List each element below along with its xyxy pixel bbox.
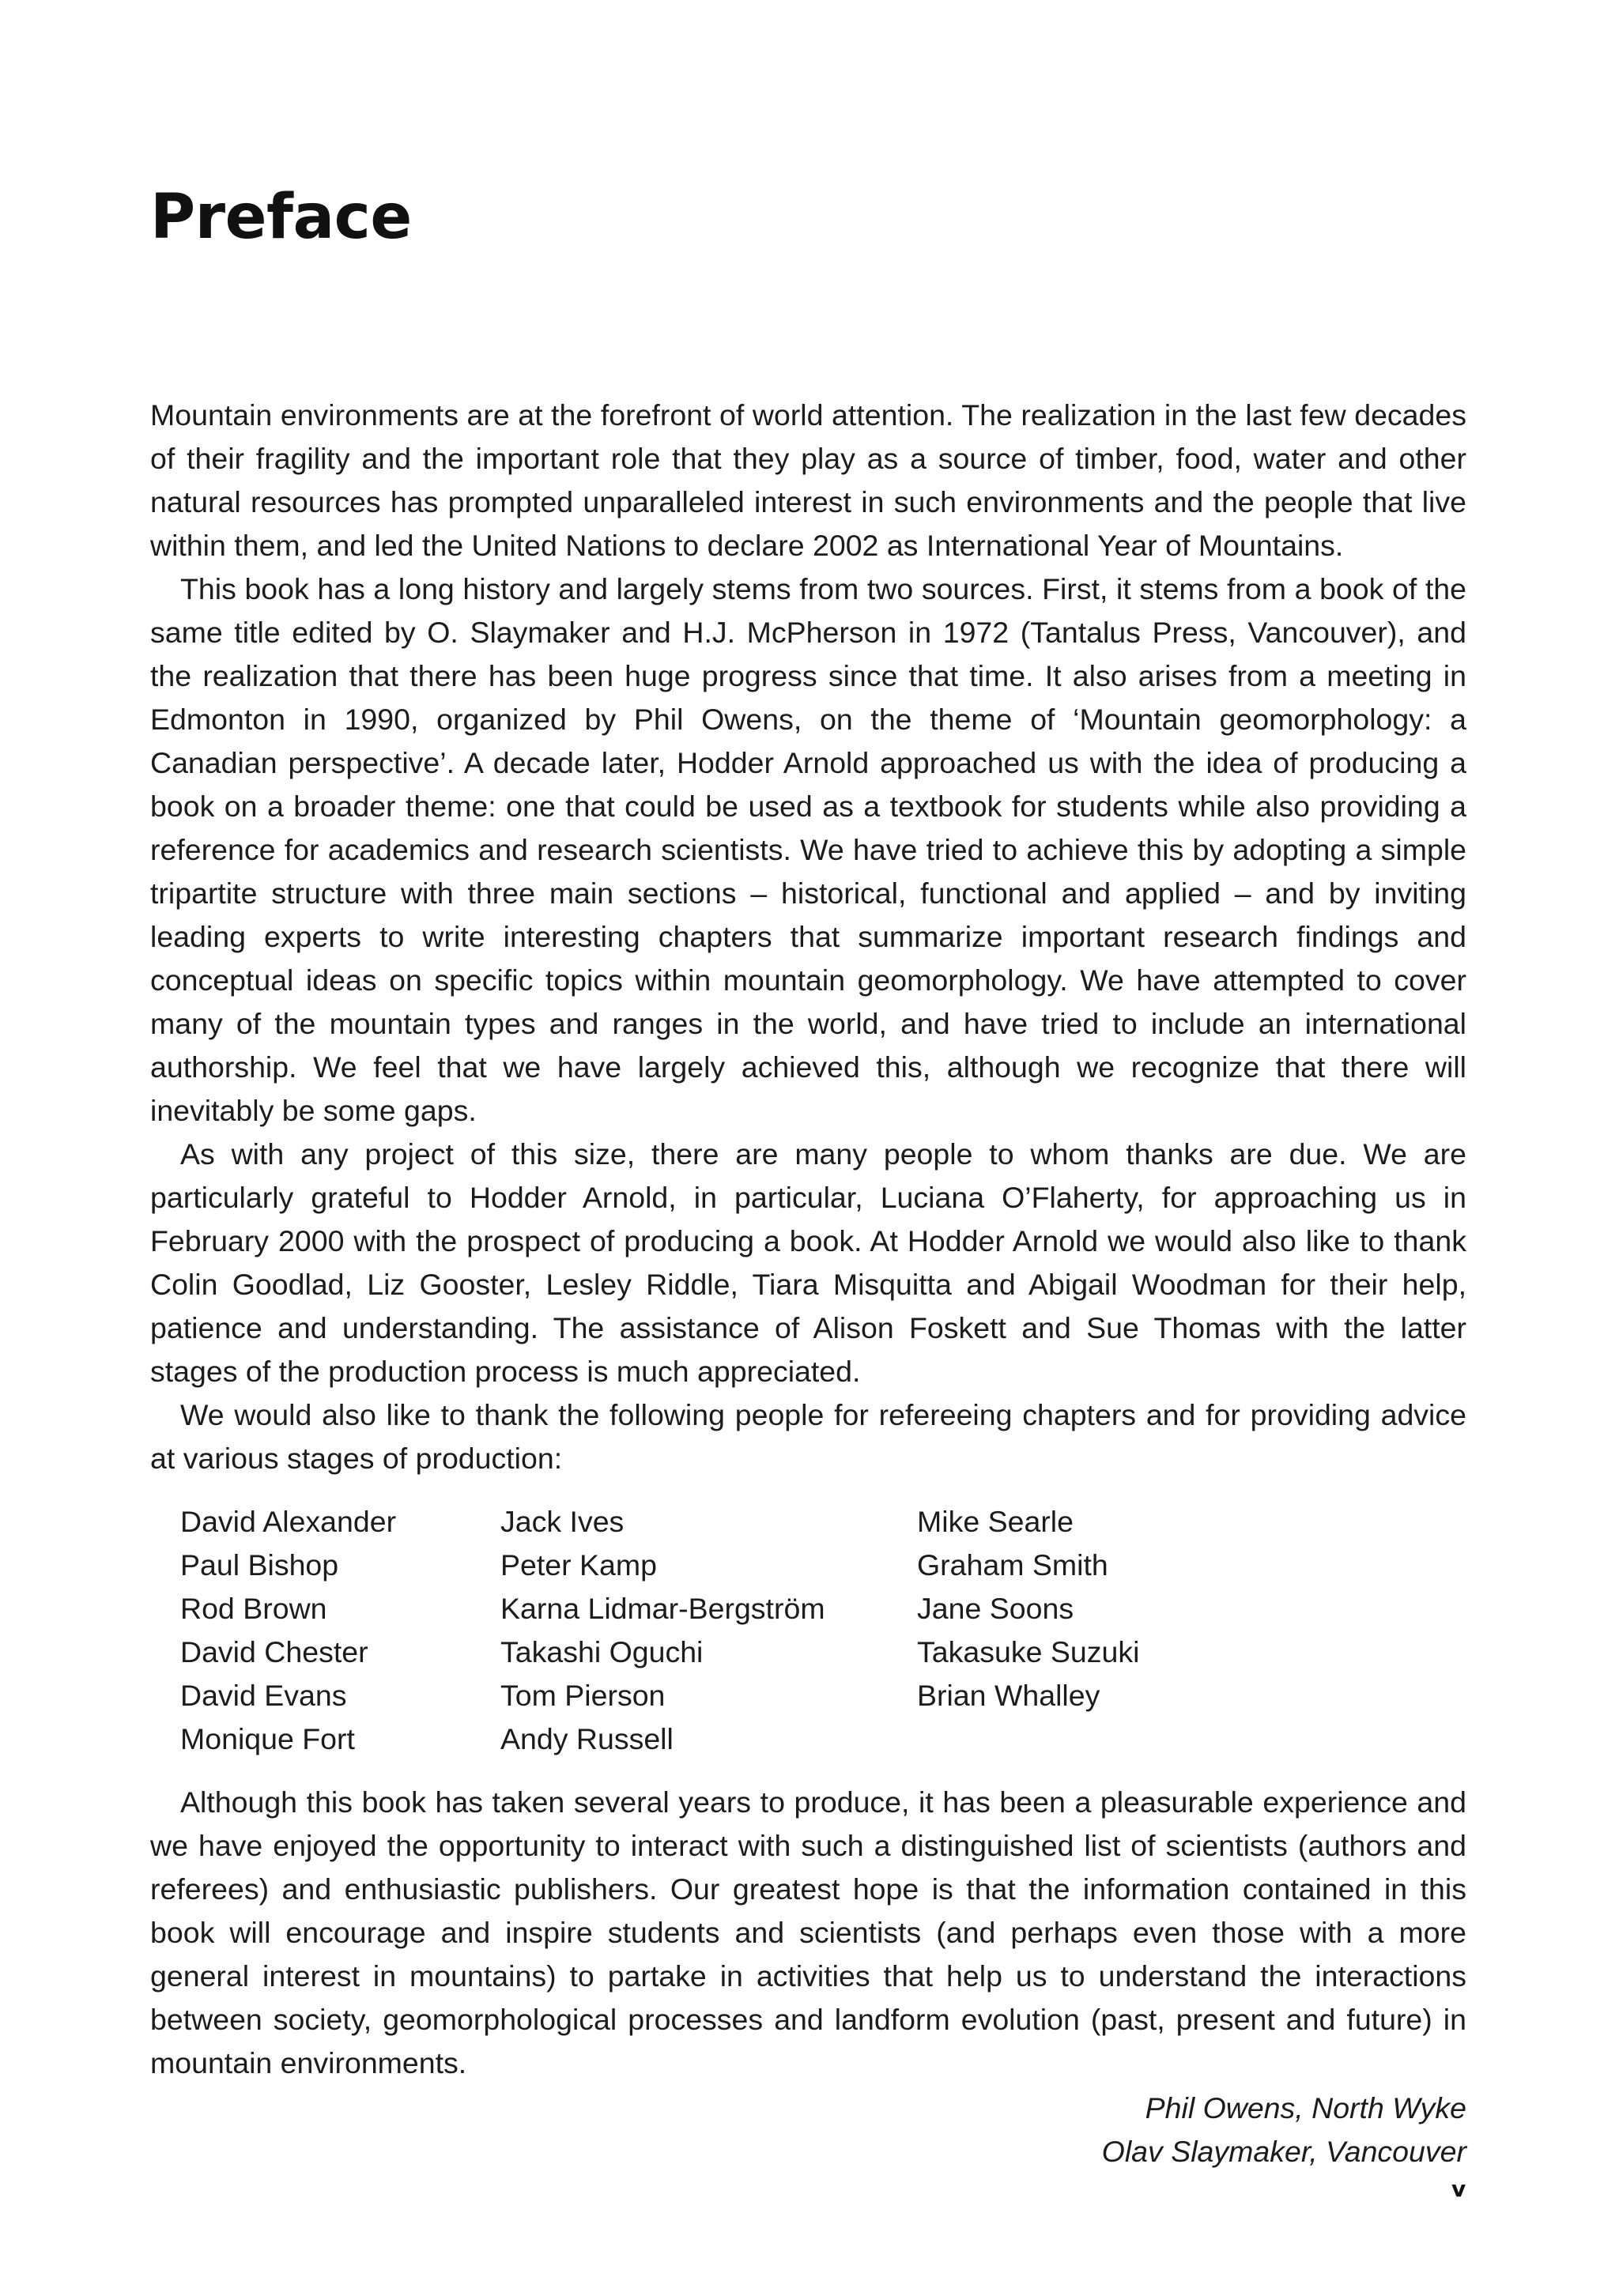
page-number: v bbox=[1451, 2176, 1466, 2202]
referee-list bbox=[180, 1500, 1466, 1761]
signature-line: Phil Owens, North Wyke bbox=[1145, 2091, 1466, 2124]
referee-name: Jane Soons bbox=[917, 1592, 1074, 1625]
paragraph-2: This book has a long history and largely stems from two sources. First, it stems from a book of the same title edited by O. Slaymaker and H.J. McPherson in 1972 (Tantalus Press, Vancouver), and the realization that there has been huge progress since that time. It also arises from a meeting in Edmonton in 1990, organized by Phil Owens, on the theme of ‘Mountain geomorphology: a Canadian perspective’. A decade later, Hodder Arnold approached us with the idea of producing a book on a broader theme: one that could be used as a textbook for students while also providing a reference for academics and research scientists. We have tried to achieve this by adopting a simple tripartite structure with three main sections – historical, functional and applied – and by inviting leading experts to write interesting chapters that summarize important research findings and conceptual ideas on specific topics within mountain geomorphology. We have attempted to cover many of the mountain types and ranges in the world, and have tried to include an international authorship. We feel that we have largely achieved this, although we recognize that there will inevitably be some gaps. bbox=[150, 572, 1466, 1127]
referee-name: Takasuke Suzuki bbox=[917, 1635, 1140, 1668]
referee-name: Monique Fort bbox=[180, 1722, 355, 1755]
preface-body bbox=[150, 394, 1466, 2173]
referee-name: David Alexander bbox=[180, 1505, 397, 1538]
referee-name: Graham Smith bbox=[917, 1548, 1108, 1582]
referee-column-3 bbox=[917, 1500, 1233, 1761]
paragraph-3: As with any project of this size, there are many people to whom thanks are due. We are particularly grateful to Hodder Arnold, in particular, Luciana O’Flaherty, for approaching us in February 2000 with the prospect of producing a book. At Hodder Arnold we would also like to thank Colin Goodlad, Liz Gooster, Lesley Riddle, Tiara Misquitta and Abigail Woodman for their help, patience and understanding. The assistance of Alison Foskett and Sue Thomas with the latter stages of the production process is much appreciated. bbox=[150, 1137, 1466, 1388]
signatures bbox=[150, 2087, 1466, 2173]
referee-name: Peter Kamp bbox=[500, 1548, 658, 1582]
referee-name: Tom Pierson bbox=[500, 1679, 666, 1712]
referee-name: Karna Lidmar-Bergström bbox=[500, 1592, 825, 1625]
referee-name: Takashi Oguchi bbox=[500, 1635, 704, 1668]
referee-name: Paul Bishop bbox=[180, 1548, 339, 1582]
signature-line: Olav Slaymaker, Vancouver bbox=[1101, 2135, 1466, 2168]
referee-name: Andy Russell bbox=[500, 1722, 674, 1755]
referee-name: Brian Whalley bbox=[917, 1679, 1100, 1712]
referee-column-1 bbox=[180, 1500, 500, 1761]
referee-column-2 bbox=[500, 1500, 917, 1761]
paragraph-1: Mountain environments are at the forefront of world attention. The realization in the last few decades of their fragility and the important role that they play as a source of timber, food, water and other natural resources has prompted unparalleled interest in such environments and the people that live within them, and led the United Nations to declare 2002 as International Year of Mountains. bbox=[150, 398, 1466, 562]
referee-name: Mike Searle bbox=[917, 1505, 1074, 1538]
paragraph-4: We would also like to thank the following people for refereeing chapters and for providing advice at various stages of production: bbox=[150, 1398, 1466, 1475]
paragraph-5: Although this book has taken several years to produce, it has been a pleasurable experience and we have enjoyed the opportunity to interact with such a distinguished list of scientists (authors and referees) and enthusiastic publishers. Our greatest hope is that the information contained in this book will encourage and inspire students and scientists (and perhaps even those with a more general interest in mountains) to partake in activities that help us to understand the interactions between society, geomorphological processes and landform evolution (past, present and future) in mountain environments. bbox=[150, 1785, 1466, 2079]
page-title: Preface bbox=[150, 182, 412, 253]
referee-name: Rod Brown bbox=[180, 1592, 327, 1625]
referee-name: David Chester bbox=[180, 1635, 368, 1668]
referee-name: Jack Ives bbox=[500, 1505, 625, 1538]
referee-name: David Evans bbox=[180, 1679, 347, 1712]
